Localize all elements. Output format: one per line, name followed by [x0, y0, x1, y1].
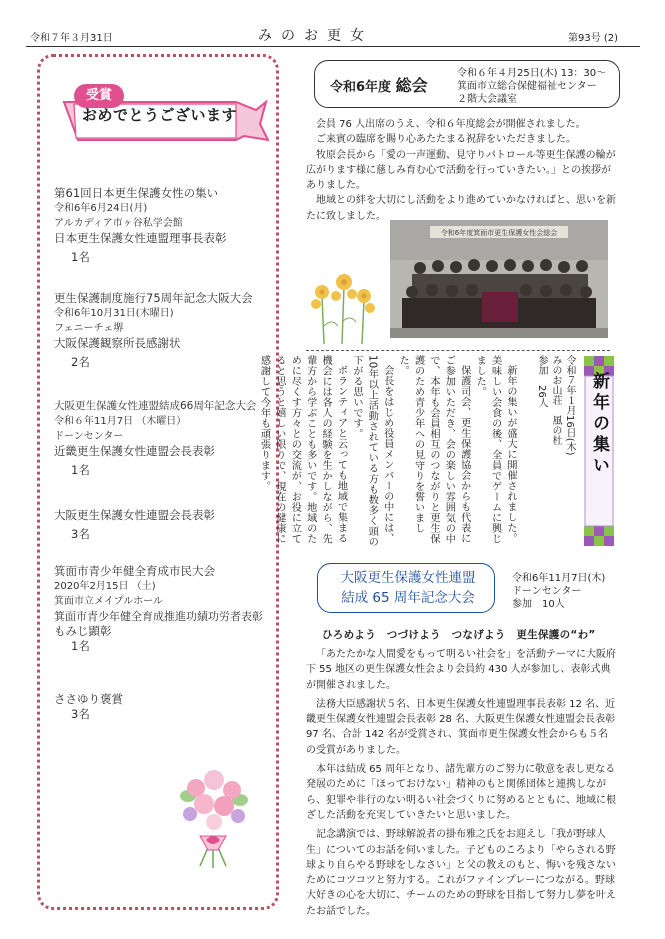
- award-venue: アルカディア市ヶ谷私学会館: [54, 218, 183, 229]
- new-year-paragraph: 新年の集いが盛大に開催されました。美味しい会食の後、全員でゲームに興じました。: [474, 355, 516, 544]
- header-date: 令和７年３月31日: [30, 33, 113, 44]
- anniversary-paragraph: 記念講演では、野球解説者の掛布雅之氏をお迎えし「我が野球人生」についてのお話を伺いました。子どものころより「やらされる野球より自らやる野球をしなさい」と父の教えのもと、悔いを残さないためにコツコツと努力する。これがファインプレーにつながる。野球大好きの心を大切に、チームのための野球を目指して努力し夢を叶えたお話でした。: [306, 829, 616, 917]
- new-year-paragraph: ボランティアと云っても地域で集まる機会には各人の経験を生かしながら、先輩方から学ぶことも多いです。地域のために尽くす方々との交流が、お役に立てると思うと嬉しい限りで、現在の健康に感謝して今年も頑張ります。: [258, 355, 347, 544]
- award-entry: [54, 291, 279, 370]
- newsletter-title: みのお更女: [258, 28, 373, 44]
- anniversary-title-line: 結成 65 周年記念大会: [341, 590, 475, 606]
- award-event: 大阪更生保護女性連盟結成66周年記念大会: [54, 400, 257, 412]
- award-prize: 日本更生保護女性連盟理事長表彰: [54, 231, 227, 245]
- award-event: 更生保護制度施行75周年記念大阪大会: [54, 291, 253, 305]
- general-meeting-body: [306, 117, 616, 224]
- award-count: 1名: [71, 463, 90, 477]
- anniversary-info: [512, 572, 605, 611]
- anniversary-title: [330, 568, 486, 608]
- section-divider: [306, 350, 610, 351]
- anniversary-paragraph: 「あたたかな人間愛をもって明るい社会を」を活動テーマに大阪府下 55 地区の更生保護女性会より会員約 430 人が参加し、表彰式典が開催されました。: [306, 649, 616, 691]
- general-meeting-name: 総会: [395, 76, 428, 95]
- general-meeting-venue: 箕面市立総合保健福祉センター: [457, 81, 597, 92]
- award-date: 2020年2月15日 （土): [54, 581, 156, 592]
- anniversary-attendance: 参加 10人: [512, 599, 565, 610]
- new-year-venue: みのお山荘 風の杜: [550, 355, 561, 445]
- new-year-paragraph: 会長をはじめ役員メンバーの中には、10年以上活動されている方も数多く頭の下がる思いです。: [350, 355, 393, 548]
- general-meeting-datetime: 令和６年４月25日(木) 13：30～: [457, 68, 607, 79]
- general-meeting-paragraph: 牧原会長から「愛の一声運動、見守りパトロール等更生保護の輪が広がります様に慈しみ育む心で活動を行っていきたい。」との挨拶がありました。: [306, 149, 616, 192]
- award-date: 令和６年11月7日 （木曜日）: [54, 416, 187, 427]
- anniversary-paragraph: 本年は結成 65 周年となり、諸先輩方のご努力に敬意を表し更なる発展のために「ほっておけない」精神のもと関係団体と連携しながら、犯罪や非行のない明るい社会づくりに努めるとともに、地域に根ざした活動を充実していきたいと思いました。: [306, 764, 616, 821]
- bouquet-illustration: [170, 766, 256, 874]
- new-year-title: 新年の集い: [589, 372, 609, 477]
- award-prize: 近畿更生保護女性連盟会長表彰: [54, 444, 215, 458]
- group-photo: [390, 220, 608, 338]
- award-count: 3名: [71, 707, 90, 721]
- awards-heading: おめでとうございます: [82, 106, 238, 124]
- anniversary-date: 令和6年11月7日(木): [512, 573, 606, 584]
- award-entry: [54, 564, 279, 654]
- award-venue: 箕面市立メイプルホール: [54, 596, 163, 607]
- general-meeting-room: ２階大会議室: [457, 94, 517, 105]
- award-entry: [54, 692, 279, 722]
- photo-banner-text: 令和6年度箕面市更生保護女性会総会: [440, 229, 558, 237]
- award-entry: [54, 186, 279, 265]
- anniversary-paragraph: 法務大臣感謝状５名、日本更生保護女性連盟理事長表彰 12 名、近畿更生保護女性連盟会長表彰 28 名、大阪更生保護女性連盟会長表彰 97 名、合計 142 名が受賞され、箕面市更生保護女性会からも５名の受賞がありました。: [306, 698, 616, 756]
- new-year-info: [518, 355, 576, 549]
- award-event: 第61回日本更生保護女性の集い: [54, 186, 219, 200]
- award-prize: ささゆり褒賞: [54, 692, 123, 706]
- award-count: 2名: [71, 355, 90, 369]
- award-entry: [54, 399, 279, 478]
- award-venue: フェニーチェ堺: [54, 323, 124, 334]
- general-meeting-title: [330, 73, 428, 96]
- new-year-body: [258, 355, 518, 549]
- new-year-attendance: 参加 26人: [536, 355, 547, 408]
- flowers-illustration: [306, 256, 380, 346]
- award-event: 箕面市青少年健全育成市民大会: [54, 564, 215, 578]
- award-badge: 受賞: [85, 88, 112, 103]
- award-prize: 箕面市青少年健全育成推進功績功労者表彰: [54, 610, 263, 623]
- award-count: 3名: [71, 527, 90, 541]
- new-year-paragraph: 保護司会、更生保護協会からも代表にご参加いただき、会の楽しい雰囲気の中で、本年も会員相互のつながりと更生保護のため青少年への見守りを誓いました。: [397, 355, 470, 544]
- award-prize: 大阪更生保護女性連盟会長表彰: [54, 508, 215, 522]
- general-meeting-info: [457, 67, 606, 106]
- issue-number: 第93号 (2): [568, 33, 619, 44]
- header-divider: [26, 46, 640, 47]
- anniversary-body: [306, 647, 616, 919]
- general-meeting-paragraph: 会員 76 人出席のうえ、令和６年度総会が開催されました。: [316, 119, 586, 130]
- award-prize-2: もみじ顕彰: [54, 624, 112, 638]
- award-date: 令和6年6月24日(月): [54, 203, 148, 214]
- new-year-date: 令和７年１月16日(木): [564, 355, 575, 456]
- award-venue: ドーンセンター: [54, 431, 124, 442]
- award-count: 1名: [71, 639, 90, 653]
- award-prize: 大阪保護観察所長感謝状: [54, 336, 181, 350]
- award-date: 令和6年10月31日(木曜日): [54, 308, 174, 319]
- anniversary-venue: ドーンセンター: [512, 586, 582, 597]
- general-meeting-year: 令和6年度: [330, 80, 392, 95]
- anniversary-title-line: 大阪更生保護女性連盟: [340, 570, 476, 586]
- award-count: 1名: [71, 250, 90, 264]
- general-meeting-paragraph: ご来賓の臨席を賜り心あたたまる祝辞をいただきました。: [316, 134, 576, 146]
- award-entry: [54, 508, 279, 542]
- general-meeting-paragraph: 地域との絆を大切にし活動をより進めていかなければと、思いを新たに致しました。: [306, 195, 616, 222]
- anniversary-slogan: ひろめよう つづけよう つなげよう 更生保護の“わ”: [322, 629, 596, 641]
